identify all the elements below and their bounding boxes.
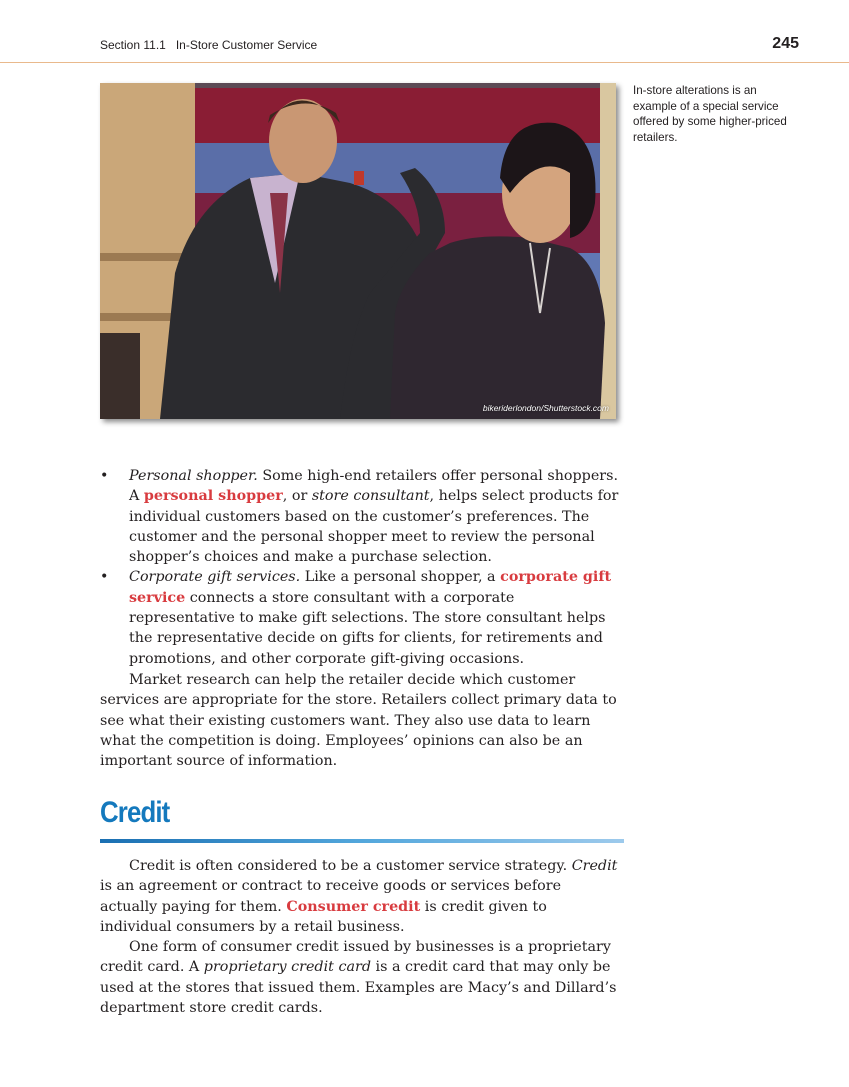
body-text: Credit is often considered to be a customer service strategy. (129, 858, 572, 874)
body-text: , or (282, 488, 312, 505)
tailoring-photo (100, 83, 616, 419)
body-text: is a credit card that may only be used at the stores that issued them. Examples are Macy’s and Dillard’s department store credit cards. (100, 959, 617, 1016)
bullet-lead: Corporate gift services. (129, 569, 301, 586)
page-header (0, 0, 849, 63)
figure-caption: In-store alterations is an example of a special service offered by some higher-priced retailers. (633, 84, 787, 144)
defined-term: Credit (571, 858, 618, 874)
proprietary-card-paragraph (100, 937, 620, 1018)
key-term: corporate gift service (129, 569, 612, 606)
market-research-paragraph: Market research can help the retailer decide which customer services are appropriate for the store. Retailers collect primary data to see what their existing customers want. They also use data to learn what the competition is doing. Employees’ opinions can also be an important source of information. (100, 672, 617, 770)
section-heading: Credit (100, 796, 170, 829)
credit-paragraph (100, 856, 620, 937)
body-text: Some high-end retailers offer personal shoppers. A (129, 468, 619, 505)
photo-credit: bikeriderlondon/Shutterstock.com (482, 403, 609, 413)
page-number: 245 (772, 35, 799, 52)
list-item (100, 567, 620, 668)
section-label: Section 11.1 In-Store Customer Service (100, 38, 318, 52)
body-text: connects a store consultant with a corporate representative to make gift selections. The store consultant helps the representative decide on gifts for clients, for retirements and promotions, and other corporate gift-giving occasions. (129, 589, 606, 667)
alt-term: store consultant (311, 488, 430, 505)
list-item (100, 466, 620, 567)
bullet-list (100, 466, 620, 669)
key-term: Consumer credit (286, 898, 421, 915)
body-text: is credit given to individual consumers by a retail business. (100, 898, 547, 935)
body-text: is an agreement or contract to receive goods or services before actually paying for them. (100, 878, 562, 915)
body-text: , helps select products for individual customers based on the customer’s preferences. The customer and the personal shopper meet to review the personal shopper’s choices and make a purchase selection. (129, 488, 619, 566)
defined-term: proprietary credit card (203, 959, 371, 976)
heading-rule (100, 839, 624, 843)
bullet-lead: Personal shopper. (129, 468, 258, 484)
photo-illustration (100, 83, 616, 419)
bullet-icon: • (100, 468, 109, 484)
bullet-icon: • (100, 569, 109, 586)
body-text: One form of consumer credit issued by businesses is a proprietary credit card. A (100, 939, 611, 976)
body-text: Like a personal shopper, a (300, 569, 501, 586)
key-term: personal shopper (143, 488, 283, 505)
